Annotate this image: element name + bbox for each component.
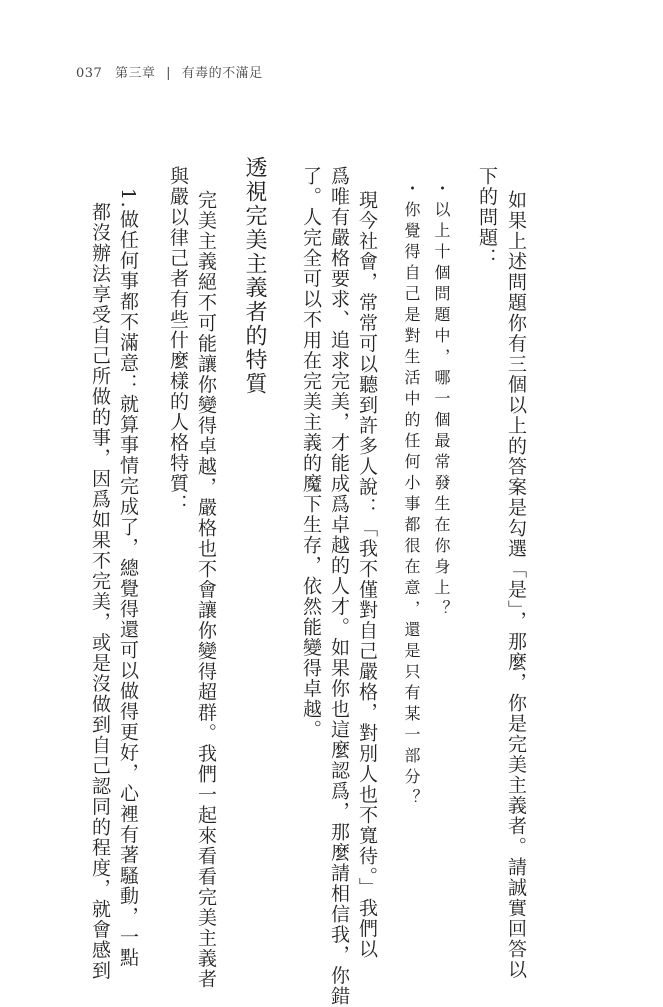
header-separator: | bbox=[166, 66, 172, 81]
trait-item-1-line-1: 1.做任何事都不滿意：就算事情完成了，總覺得還可以做得更好，心裡有著騷動，一點 bbox=[117, 188, 139, 968]
trait-item-1-line-2: 都沒辦法享受自己所做的事，因爲如果不完美，或是沒做到自己認同的程度，就會感到 bbox=[89, 202, 111, 981]
question-item-2: ・你覺得自己是對生活中的任何小事都很在意，還是只有某一部分？ bbox=[402, 180, 421, 810]
paragraph-intro-line-2: 下的問題： bbox=[476, 166, 498, 269]
paragraph-society-line-1: 現今社會，常常可以聽到許多人說：「我不僅對自己嚴格，對別人也不寬待。」我們以 bbox=[356, 190, 378, 960]
page-number: 037 bbox=[76, 66, 103, 81]
paragraph-society-line-3: 了。人完全可以不用在完美主義的魔下生存，依然能變得卓越。 bbox=[300, 166, 322, 740]
paragraph-society-line-2: 爲唯有嚴格要求、追求完美，才能成爲卓越的人才。如果你也這麼認爲，那麼請相信我，你錯 bbox=[328, 166, 350, 1007]
chapter-label: 第三章 bbox=[114, 66, 156, 81]
running-header bbox=[76, 62, 263, 81]
chapter-title: 有毒的不滿足 bbox=[181, 66, 263, 81]
question-item-1: ・以上十個問題中，哪一個最常發生在你身上？ bbox=[432, 180, 451, 621]
section-heading: 透視完美主義者的特質 bbox=[242, 156, 267, 396]
paragraph-intro-line-1: 如果上述問題你有三個以上的答案是勾選「是」，那麼，你是完美主義者。請誠實回答以 bbox=[505, 190, 527, 980]
paragraph-traits-line-1: 完美主義絕不可能讓你變得卓越，嚴格也不會讓你變得超群。我們一起來看看完美主義者 bbox=[195, 190, 217, 990]
paragraph-traits-line-2: 與嚴以律己者有些什麼樣的人格特質： bbox=[167, 166, 189, 515]
